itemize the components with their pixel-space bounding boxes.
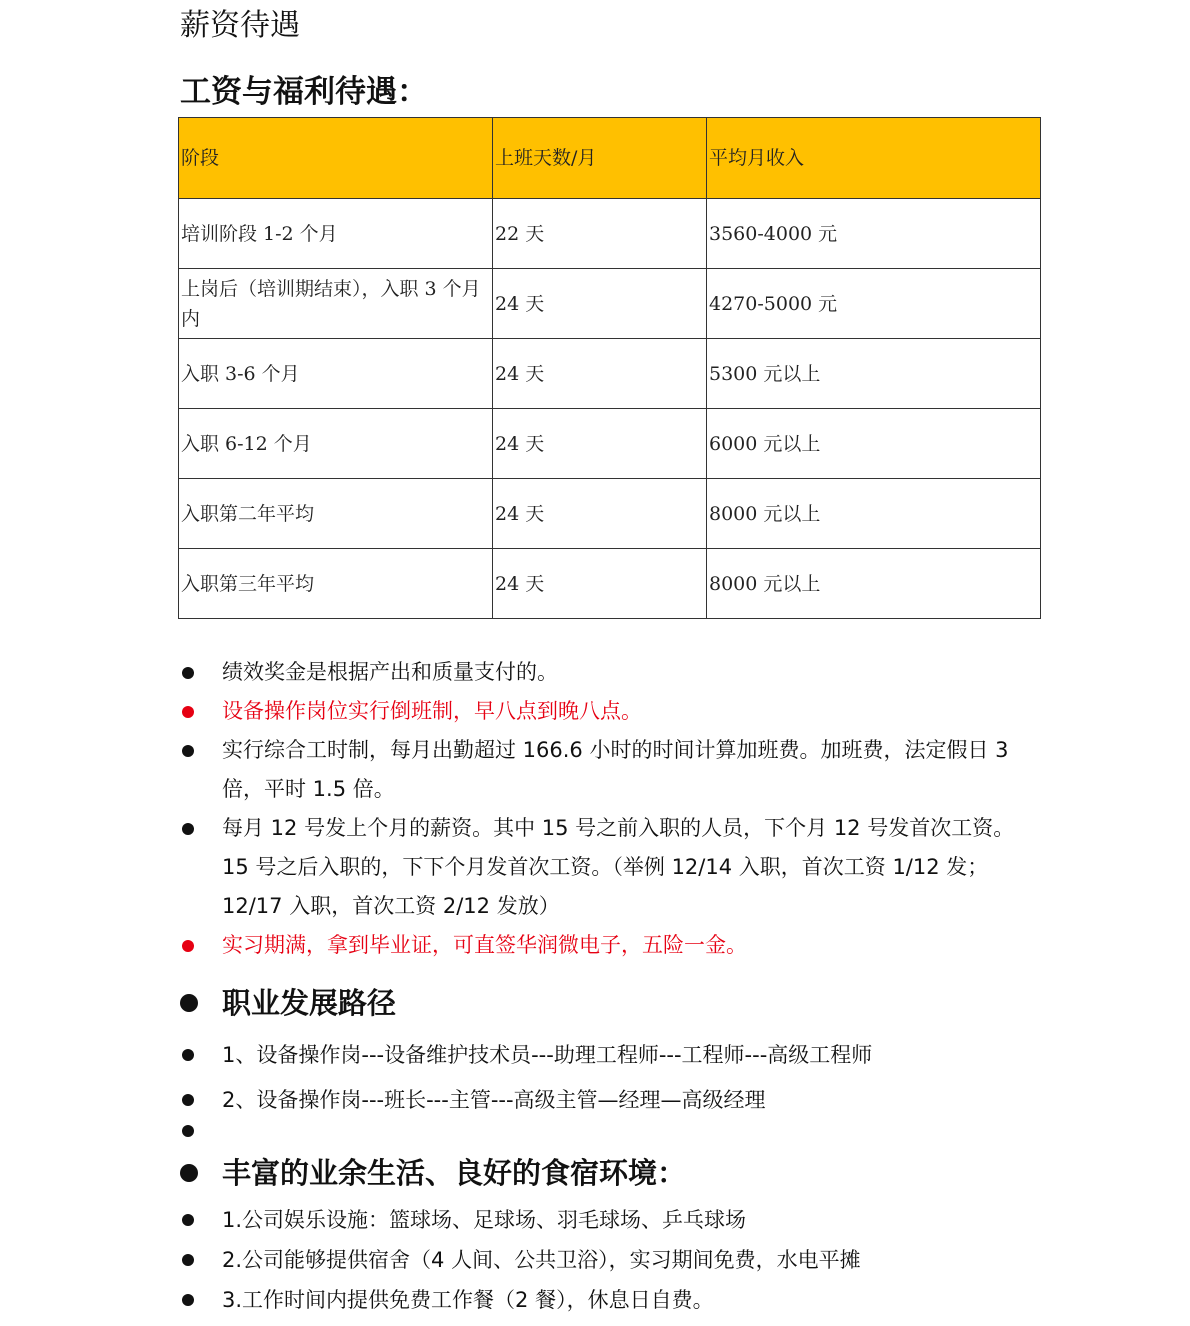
bullet-dot-icon (182, 1254, 194, 1266)
bullet-dot-icon (182, 706, 194, 718)
table-row (179, 339, 1041, 409)
note-text: 实行综合工时制，每月出勤超过 166.6 小时的时间计算加班费。加班费，法定假日 3 倍，平时 1.5 倍。 (222, 738, 1009, 801)
life-item-text: 2.公司能够提供宿舍（4 人间、公共卫浴），实习期间免费，水电平摊 (222, 1248, 861, 1272)
cell-income: 8000 元以上 (707, 549, 1041, 619)
cell-workdays: 24 天 (493, 409, 707, 479)
life-item (180, 1245, 861, 1275)
list-item (180, 926, 1040, 965)
bullet-dot-icon (182, 1094, 194, 1106)
list-item (180, 809, 1040, 926)
list-item (180, 731, 1040, 809)
bullet-dot-icon (182, 667, 194, 679)
table-row (179, 269, 1041, 339)
bullet-dot-icon (182, 745, 194, 757)
life-item-text: 3.工作时间内提供免费工作餐（2 餐），休息日自费。 (222, 1288, 714, 1312)
bullet-dot-icon (182, 1214, 194, 1226)
cell-income: 3560-4000 元 (707, 199, 1041, 269)
bullet-dot-icon (182, 823, 194, 835)
cell-stage: 入职 3-6 个月 (179, 339, 493, 409)
note-text: 每月 12 号发上个月的薪资。其中 15 号之前入职的人员，下个月 12 号发首次工资。15 号之后入职的，下下个月发首次工资。（举例 12/14 入职，首次工资 1/12 发；12/17 入职，首次工资 2/12 发放） (222, 816, 1015, 918)
cell-income: 5300 元以上 (707, 339, 1041, 409)
cell-workdays: 24 天 (493, 479, 707, 549)
cell-stage: 培训阶段 1-2 个月 (179, 199, 493, 269)
note-text: 设备操作岗位实行倒班制，早八点到晚八点。 (222, 699, 642, 723)
header-workdays: 上班天数/月 (493, 118, 707, 199)
bullet-dot-icon (182, 1049, 194, 1061)
cell-workdays: 22 天 (493, 199, 707, 269)
life-item-text: 1.公司娱乐设施：篮球场、足球场、羽毛球场、乒乓球场 (222, 1208, 747, 1232)
career-heading (180, 983, 396, 1023)
career-heading-text: 职业发展路径 (222, 986, 397, 1020)
cell-stage: 入职 6-12 个月 (179, 409, 493, 479)
career-path-text: 2、设备操作岗---班长---主管---高级主管—经理—高级经理 (222, 1088, 766, 1112)
header-income: 平均月收入 (707, 118, 1041, 199)
life-heading (180, 1153, 686, 1193)
header-stage: 阶段 (179, 118, 493, 199)
cell-stage: 入职第二年平均 (179, 479, 493, 549)
note-text: 绩效奖金是根据产出和质量支付的。 (222, 660, 558, 684)
table-row (179, 409, 1041, 479)
bullet-dot-icon (180, 1164, 198, 1182)
cell-workdays: 24 天 (493, 549, 707, 619)
cell-workdays: 24 天 (493, 339, 707, 409)
bullet-dot-icon (180, 994, 198, 1012)
cell-income: 6000 元以上 (707, 409, 1041, 479)
cell-stage: 入职第三年平均 (179, 549, 493, 619)
life-item (180, 1285, 714, 1315)
list-item (180, 653, 1040, 692)
notes-list (180, 653, 1040, 965)
cell-workdays: 24 天 (493, 269, 707, 339)
salary-table (178, 117, 1041, 619)
bullet-dot-icon (182, 940, 194, 952)
life-heading-text: 丰富的业余生活、良好的食宿环境： (222, 1156, 687, 1190)
table-header-row (179, 118, 1041, 199)
page-title: 薪资待遇 (180, 8, 300, 43)
salary-section-heading: 工资与福利待遇： (180, 74, 428, 110)
career-path-text: 1、设备操作岗---设备维护技术员---助理工程师---工程师---高级工程师 (222, 1043, 873, 1067)
cell-income: 8000 元以上 (707, 479, 1041, 549)
table-row (179, 479, 1041, 549)
note-text: 实习期满，拿到毕业证，可直签华润微电子，五险一金。 (222, 933, 747, 957)
bullet-dot-icon (182, 1125, 194, 1137)
table-row (179, 199, 1041, 269)
career-path-item (180, 1040, 872, 1070)
career-path-item (180, 1085, 766, 1115)
cell-stage: 上岗后（培训期结束），入职 3 个月内 (179, 269, 493, 339)
cell-income: 4270-5000 元 (707, 269, 1041, 339)
bullet-dot-icon (182, 1294, 194, 1306)
life-item (180, 1205, 746, 1235)
table-row (179, 549, 1041, 619)
list-item (180, 692, 1040, 731)
